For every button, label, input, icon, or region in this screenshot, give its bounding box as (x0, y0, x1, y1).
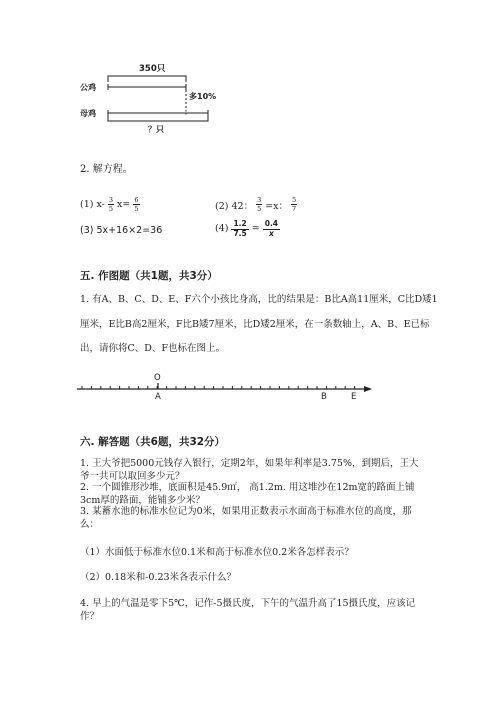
section-6-question-3-part-1: （1）水面低于标准水位0.1米和高于标准水位0.2米各怎样表示？ (80, 547, 354, 558)
section-6-question-3-part-2: （2）0.18米和-0.23米各表示什么？ (80, 572, 237, 583)
number-line (0, 370, 500, 410)
point-a-label: A (155, 392, 161, 402)
top-brace (108, 76, 186, 82)
section-6-question-3: 3. 某蓄水池的标准水位记为0米，如果用正数表示水面高于标准水位的高度，那么： (80, 506, 412, 530)
origin-label: O (154, 373, 161, 383)
section-6-question-4: 4. 早上的气温是零下5℃，记作-5摄氏度，下午的气温升高了15摄氏度，应该记作？ (80, 598, 416, 622)
top-label: 350只 (139, 64, 166, 74)
extra-label: 多10% (189, 92, 217, 101)
section-5-question-1: 1. 有A、B、C、D、E、F六个小孩比身高，比的结果是：B比A高11厘米，C比D矮1厘米，E比B高2厘米，F比B矮7厘米，比D矮2厘米，在一条数轴上，A、B、E已标出，请你将C、D、F也标在图上。 (80, 294, 438, 354)
rooster-label: 公鸡 (80, 83, 96, 92)
q2-title: 2. 解方程。 (80, 164, 133, 175)
point-e-label: E (351, 392, 357, 402)
section-6-question-1: 1. 王大爷把5000元钱存入银行，定期2年，如果年利率是3.75%，到期后，王大爷一共可以取回多少元？ (80, 458, 419, 482)
bottom-brace (108, 116, 208, 121)
equation-1: (1) x- $\frac{3}{5}$ x= $\frac{6}{5}$ (80, 196, 139, 213)
hen-label: 母鸡 (80, 109, 96, 118)
axis-arrow (364, 386, 372, 392)
section-6-heading: 六. 解答题（共6题，共32分） (80, 436, 226, 448)
diagram-lines (0, 0, 500, 140)
equation-4: (4) $\frac{1.2}{7.5}$ = $\frac{0.4}{x}$ (215, 219, 279, 238)
equation-3: (3) 5x+16×2=36 (80, 225, 163, 236)
axis-ticks (82, 383, 355, 389)
equation-2: (2) 42： $\frac{3}{5}$ =x： $\frac{5}{7}$ (215, 196, 297, 213)
section-5-heading: 五. 作图题（共1题，共3分） (80, 270, 218, 282)
bottom-label: ？只 (148, 125, 164, 134)
point-b-label: B (321, 392, 327, 402)
section-6-question-2: 2. 一个圆锥形沙堆，底面积是45.9㎡， 高1.2m. 用这堆沙在12m宽的路面上铺3cm厚的路面，能铺多少米？ (80, 482, 415, 506)
